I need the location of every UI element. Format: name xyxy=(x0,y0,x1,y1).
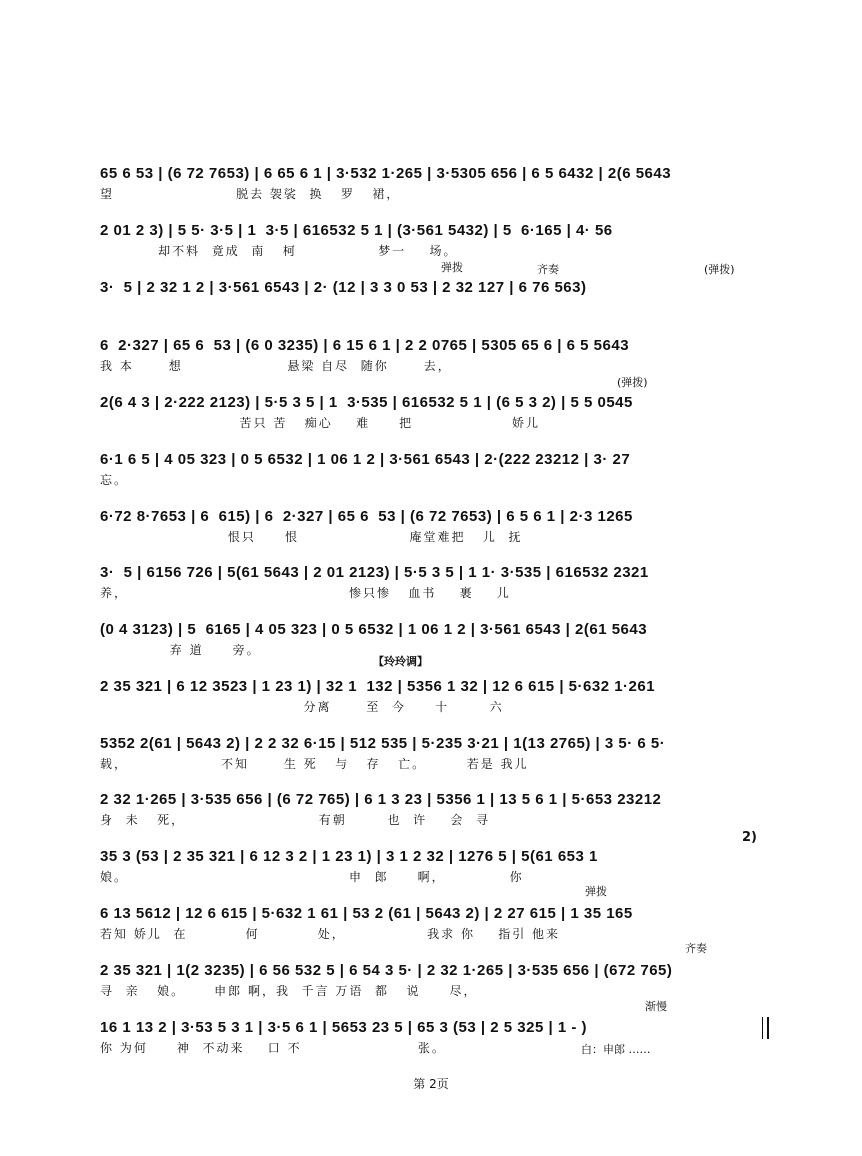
annotation-end-mark: 2) xyxy=(742,830,757,845)
notation-line: 2 35 321 | 6 12 3523 | 1 23 1) | 32 1 132 | 5356 1 32 | 12 6 615 | 5·632 1·261 xyxy=(100,678,656,695)
annotation-tanbo-paren: (弹拨) xyxy=(617,376,648,389)
annotation-tanbo-paren: (弹拨) xyxy=(704,263,735,276)
notation-line: 35 3 (53 | 2 35 321 | 6 12 3 2 | 1 23 1) | 3 1 2 32 | 1276 5 | 5(61 653 1 xyxy=(100,848,598,865)
notation-line: 65 6 53 | (6 72 7653) | 6 65 6 1 | 3·532 1·265 | 3·5305 656 | 6 5 6432 | 2(6 5643 xyxy=(100,165,672,182)
notation-line: 6 2·327 | 65 6 53 | (6 0 3235) | 6 15 6 1 | 2 2 0765 | 5305 65 6 | 6 5 5643 xyxy=(100,337,630,354)
lyric-line: 养， 惨只惨 血书 裹 儿 xyxy=(100,586,511,600)
lyric-line: 苦只 苦 痴心 难 把 娇儿 xyxy=(100,416,540,430)
notation-line: 6 13 5612 | 12 6 615 | 5·632 1 61 | 53 2 (61 | 5643 2) | 2 27 615 | 1 35 165 xyxy=(100,905,633,922)
notation-line: 3· 5 | 2 32 1 2 | 3·561 6543 | 2· (12 | 3 3 0 53 | 2 32 127 | 6 76 563) xyxy=(100,279,587,296)
notation-line: (0 4 3123) | 5 6165 | 4 05 323 | 0 5 6532 | 1 06 1 2 | 3·561 6543 | 2(61 5643 xyxy=(100,621,648,638)
lyric-line: 你 为何 神 不动来 口 不 张。 xyxy=(100,1041,446,1055)
annotation-tempo: 渐慢 xyxy=(645,1000,667,1013)
lyric-line: 若知 娇儿 在 何 处， 我求 你 指引 他来 xyxy=(100,927,561,941)
notation-line: 16 1 13 2 | 3·53 5 3 1 | 3·5 6 1 | 5653 23 5 | 65 3 (53 | 2 5 325 | 1 - ) xyxy=(100,1019,587,1036)
lyric-line: 弃 道 旁。 xyxy=(100,643,261,657)
annotation-qizou: 齐奏 xyxy=(537,263,559,276)
lyric-line: 寻 亲 娘。 申郎 啊，我 千言 万语 都 说 尽， xyxy=(100,984,478,998)
annotation-qizou: 齐奏 xyxy=(685,942,707,955)
annotation-tanbo: 弹拨 xyxy=(441,261,463,274)
lyric-line: 我 本 想 悬梁 自尽 随你 去， xyxy=(100,359,452,373)
notation-line: 6·1 6 5 | 4 05 323 | 0 5 6532 | 1 06 1 2 | 3·561 6543 | 2·(222 23212 | 3· 27 xyxy=(100,451,631,468)
lyric-line: 身 未 死， 有朝 也 许 会 寻 xyxy=(100,813,491,827)
notation-line: 3· 5 | 6156 726 | 5(61 5643 | 2 01 2123) | 5·5 3 5 | 1 1· 3·535 | 616532 2321 xyxy=(100,564,649,581)
notation-line: 2 01 2 3) | 5 5· 3·5 | 1 3·5 | 616532 5 1 | (3·561 5432) | 5 6·165 | 4· 56 xyxy=(100,222,613,239)
notation-line: 2 35 321 | 1(2 3235) | 6 56 532 5 | 6 54 3 5· | 2 32 1·265 | 3·535 656 | (672 765) xyxy=(100,962,673,979)
annotation-tune-name: 【玲玲调】 xyxy=(373,655,428,668)
lyric-line: 却不料 竟成 南 柯 梦一 场。 xyxy=(100,244,458,258)
lyric-line: 娘。 申 郎 啊， 你 xyxy=(100,870,524,884)
lyric-line: 忘。 xyxy=(100,473,129,487)
lyric-line: 载， 不知 生 死 与 存 亡。 若是 我儿 xyxy=(100,757,529,771)
annotation-spoken: 白：申郎 …… xyxy=(581,1043,651,1056)
page-number: 第 2页 xyxy=(413,1077,449,1091)
final-barline xyxy=(762,1017,769,1039)
lyric-line: 分离 至 今 十 六 xyxy=(100,700,504,714)
annotation-tanbo: 弹拨 xyxy=(585,885,607,898)
lyric-line: 望 脱去 袈裟 换 罗 裙， xyxy=(100,187,401,201)
notation-line: 2(6 4 3 | 2·222 2123) | 5·5 3 5 | 1 3·535 | 616532 5 1 | (6 5 3 2) | 5 5 0545 xyxy=(100,394,633,411)
notation-line: 5352 2(61 | 5643 2) | 2 2 32 6·15 | 512 535 | 5·235 3·21 | 1(13 2765) | 3 5· 6 5· xyxy=(100,735,666,752)
notation-line: 2 32 1·265 | 3·535 656 | (6 72 765) | 6 1 3 23 | 5356 1 | 13 5 6 1 | 5·653 23212 xyxy=(100,791,662,808)
lyric-line xyxy=(100,300,770,316)
notation-line: 6·72 8·7653 | 6 615) | 6 2·327 | 65 6 53 | (6 72 7653) | 6 5 6 1 | 2·3 1265 xyxy=(100,508,633,525)
lyric-line: 恨只 恨 庵堂难把 儿 抚 xyxy=(100,530,523,544)
